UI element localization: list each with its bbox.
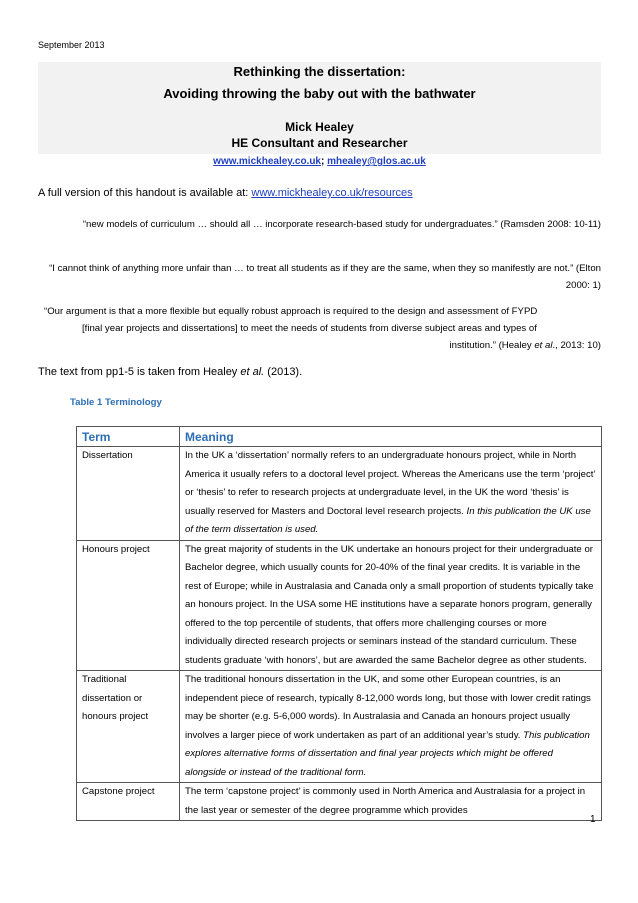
author-name: Mick Healey [285,120,354,134]
quote-elton: “I cannot think of anything more unfair than … to treat all students as if they are the same, when they so manifestly are not.” (Elton 2000: 1) [49,263,601,291]
email-link[interactable]: mhealey@glos.ac.uk [327,156,426,167]
meaning-cell [180,783,602,821]
table-caption: Table 1 Terminology [70,397,162,408]
term-cell: Capstone project [77,783,180,821]
quote-healey [44,303,601,354]
header-term: Term [77,427,180,447]
quote-healey-line-1: “Our argument is that a more flexible but equally robust approach is required to the design and assessment of FYPD [44,306,538,317]
full-version-note [38,187,413,199]
header-meaning: Meaning [180,427,602,447]
term-cell: Honours project [77,540,180,671]
author-role: HE Consultant and Researcher [231,136,408,150]
meaning-emphasis: This publication explores alternative forms of dissertation and final year projects which might be offered alongside or instead of the traditional form. [185,729,590,778]
source-note-em: et al. [240,366,265,378]
meaning-emphasis: In this publication the UK use of the term dissertation is used. [185,505,591,535]
source-note-post: (2013). [267,366,303,378]
full-version-text: A full version of this handout is available at: [38,187,249,199]
meaning-cell [180,540,602,671]
website-link[interactable]: www.mickhealey.co.uk [213,156,321,167]
quote-ramsden: “new models of curriculum … should all … incorporate research-based study for undergraduates.” (Ramsden 2008: 10-11) [82,219,601,230]
author-links [38,156,601,167]
resources-link[interactable]: www.mickhealey.co.uk/resources [251,187,413,199]
term-cell: Traditional dissertation or honours project [77,671,180,783]
quote-healey-line-2: [final year projects and dissertations] to meet the needs of students from diverse subject areas and types of [82,323,537,334]
source-note [38,366,302,378]
terminology-table [76,426,602,821]
table-row [77,783,602,821]
document-title-line-2: Avoiding throwing the baby out with the bathwater [163,86,476,101]
document-title-line-1: Rethinking the dissertation: [233,64,406,79]
table-row [77,447,602,541]
meaning-text: In the UK a ‘dissertation’ normally refers to an undergraduate honours project, while in North America it usually refers to a doctoral level project. Whereas the Americans use the term ‘project’ or ‘thesis’ to refer to research projects at undergraduate level, in the UK the word ‘thesis’ is usually reserved for Masters and Doctoral level research projects. [185,450,596,517]
table-row [77,540,602,671]
meaning-cell [180,447,602,541]
quote-healey-line-3 [44,337,601,354]
quote-healey-line-3-a: institution.” (Healey [449,340,532,351]
page-number: 1 [590,814,596,825]
link-separator: ; [321,156,325,167]
table-header-row [77,427,602,447]
term-cell: Dissertation [77,447,180,541]
meaning-text: The traditional honours dissertation in the UK, and some other European countries, is an independent piece of research, typically 8-12,000 words long, but those with lower credit ratings may be shorter (e.g. 5-6,000 words). In Australasia and Canada an honours project usually involves a larger piece of work undertaken as part of an additional year’s study. [185,674,591,741]
quote-healey-line-3-b: ., 2013: 10) [552,340,601,351]
source-note-pre: The text from pp1-5 is taken from Healey [38,366,238,378]
table-row [77,671,602,783]
meaning-cell [180,671,602,783]
meaning-text: The term ‘capstone project’ is commonly used in North America and Australasia for a project in the last year or semester of the degree programme which provides [185,786,586,816]
meaning-text: The great majority of students in the UK undertake an honours project for their undergraduate or Bachelor degree, which usually counts for 20-40% of the final year credits. It is variable in the rest of Europe; while in Australasia and Canada only a small proportion of students typically take an honours project. In the USA some HE institutions have a separate honors program, generally offered to the top percentile of students, that offers more challenging courses or more individually directed research projects or seminars instead of the standard curriculum. These students graduate ‘with honors’, but are awarded the same Bachelor degree as other students. [185,543,594,666]
quote-healey-line-3-em: et al [534,340,553,351]
header-date: September 2013 [38,40,105,50]
